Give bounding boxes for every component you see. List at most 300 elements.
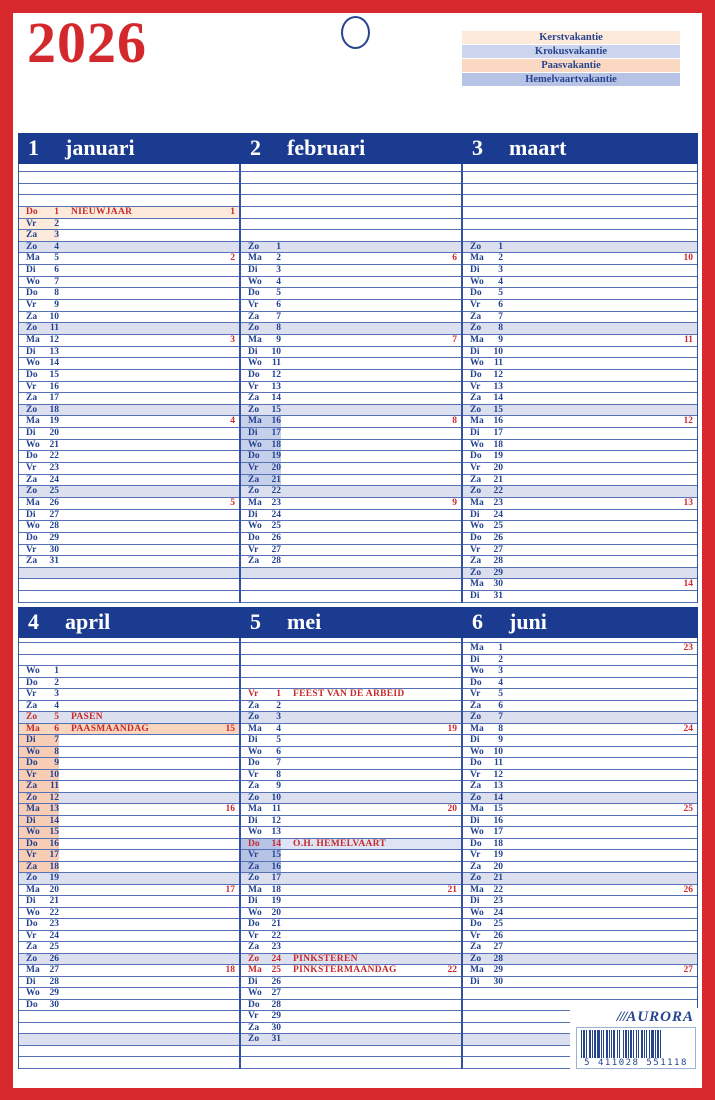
day-row [241,393,461,405]
day-number: 28 [271,999,281,1010]
day-abbrev: Zo [26,323,38,334]
week-number: 20 [447,804,457,814]
day-abbrev: Ma [248,965,262,975]
day-row [241,440,461,452]
day-number: 21 [49,439,59,450]
day-abbrev: Vr [248,769,259,780]
day-number: 2 [276,700,281,711]
month-column-januari [18,133,240,603]
brand-block [570,1008,700,1082]
day-abbrev: Vr [470,544,481,555]
week-number: 4 [230,416,235,427]
day-number: 10 [271,346,281,357]
month-number: 2 [250,135,261,160]
day-row [241,908,461,920]
day-row [241,253,461,265]
day-row [463,416,697,428]
day-number: 6 [54,723,59,734]
day-abbrev: Vr [470,850,481,860]
week-number: 22 [447,965,457,975]
day-abbrev: Di [248,815,258,826]
holiday-label: FEEST VAN DE ARBEID [293,689,405,699]
day-row [241,312,461,324]
day-abbrev: Wo [26,988,40,998]
day-row [19,498,239,510]
day-abbrev: Ma [26,884,40,895]
day-row [241,712,461,724]
day-row [463,568,697,580]
day-number: 23 [49,919,59,929]
day-abbrev: Zo [470,241,482,252]
day-number: 23 [271,942,281,952]
day-row [463,382,697,394]
day-number: 26 [49,953,59,964]
day-number: 18 [493,439,503,450]
day-abbrev: Ma [470,334,484,345]
day-number: 24 [49,474,59,485]
day-abbrev: Di [470,735,480,745]
day-abbrev: Ma [26,497,40,508]
week-number: 19 [447,723,457,734]
month-number: 4 [28,609,39,634]
day-abbrev: Za [470,556,482,567]
day-row [463,428,697,440]
day-number: 22 [49,907,59,918]
day-number: 9 [54,300,59,311]
barcode-bars [581,1030,691,1058]
day-row [241,747,461,759]
day-number: 10 [493,746,503,757]
day-abbrev: Do [248,919,260,929]
barcode [576,1027,696,1069]
day-abbrev: Ma [248,884,262,895]
day-abbrev: Vr [26,463,37,474]
day-row [463,919,697,931]
day-abbrev: Za [470,393,482,404]
day-row [19,242,239,254]
day-abbrev: Wo [26,827,40,837]
day-row [241,510,461,522]
day-abbrev: Zo [248,1034,260,1044]
week-number: 13 [683,497,693,508]
day-row [463,689,697,701]
day-number: 14 [493,393,503,404]
empty-row [19,1034,239,1046]
empty-row [241,655,461,667]
day-row [19,510,239,522]
day-abbrev: Do [26,999,38,1010]
day-row [241,521,461,533]
day-abbrev: Ma [248,416,262,427]
day-abbrev: Do [470,677,482,688]
day-abbrev: Vr [26,850,37,860]
day-number: 21 [271,474,281,485]
day-number: 6 [276,300,281,311]
day-row [463,579,697,591]
day-number: 1 [54,206,59,217]
day-number: 25 [493,521,503,532]
day-number: 12 [271,369,281,380]
day-row [463,475,697,487]
logo-text: AURORA [626,1009,694,1025]
day-number: 24 [493,509,503,520]
day-number: 10 [493,346,503,357]
day-abbrev: Do [470,532,482,543]
month-rows [462,164,698,603]
day-number: 30 [493,579,503,590]
day-row [463,885,697,897]
day-row [463,370,697,382]
day-row [463,850,697,862]
empty-row [19,643,239,655]
day-abbrev: Do [248,758,260,768]
day-number: 12 [493,769,503,780]
day-abbrev: Za [26,311,38,322]
day-number: 15 [271,404,281,415]
day-number: 20 [493,463,503,474]
month-rows [18,164,240,603]
day-abbrev: Ma [470,965,484,975]
day-number: 25 [271,521,281,532]
empty-row [241,579,461,591]
day-number: 11 [272,358,281,369]
day-row [241,451,461,463]
empty-row [241,207,461,219]
day-abbrev: Di [248,346,258,357]
day-row [241,277,461,289]
day-abbrev: Zo [248,953,260,964]
day-abbrev: Do [248,451,260,462]
day-number: 11 [50,323,59,334]
day-row [241,428,461,440]
day-abbrev: Di [26,509,36,520]
day-abbrev: Do [470,838,482,849]
day-number: 14 [49,815,59,826]
month-name: mei [287,609,322,634]
week-number: 6 [452,253,457,264]
day-abbrev: Do [248,999,260,1010]
day-row [241,839,461,851]
day-number: 30 [271,1022,281,1033]
day-row [241,862,461,874]
day-abbrev: Za [26,393,38,404]
day-row [19,393,239,405]
day-abbrev: Di [470,896,480,906]
day-row [19,873,239,885]
day-abbrev: Za [248,861,260,872]
day-abbrev: Vr [248,300,259,311]
day-abbrev: Di [470,428,480,439]
day-abbrev: Zo [248,486,260,497]
spacer-row [463,164,697,172]
day-number: 16 [271,416,281,427]
month-number: 3 [472,135,483,160]
day-abbrev: Di [26,896,36,906]
day-abbrev: Zo [26,241,38,252]
day-row [19,463,239,475]
day-row [19,724,239,736]
day-number: 1 [498,643,503,653]
day-abbrev: Vr [26,544,37,555]
empty-row [463,195,697,207]
day-number: 17 [493,428,503,439]
day-number: 21 [493,873,503,883]
day-number: 28 [49,976,59,987]
day-number: 30 [493,976,503,987]
week-number: 18 [225,965,235,975]
day-number: 16 [493,815,503,826]
day-row [463,747,697,759]
day-abbrev: Ma [470,884,484,895]
day-abbrev: Zo [26,792,38,803]
day-number: 22 [493,884,503,895]
day-row [463,666,697,678]
day-number: 4 [54,700,59,711]
day-abbrev: Za [26,230,38,241]
day-row [463,486,697,498]
empty-row [241,219,461,231]
day-row [19,793,239,805]
day-row [463,758,697,770]
day-row [463,591,697,603]
day-abbrev: Wo [248,276,262,287]
day-number: 3 [54,230,59,241]
day-number: 8 [54,288,59,299]
day-number: 6 [498,300,503,311]
day-row [19,931,239,943]
day-row [241,701,461,713]
empty-row [241,172,461,184]
day-number: 25 [271,965,281,975]
day-abbrev: Do [248,288,260,299]
day-abbrev: Vr [26,300,37,311]
day-row [463,873,697,885]
day-number: 1 [54,666,59,676]
month-header-februari [240,133,462,164]
day-row [241,1023,461,1035]
month-name: juni [509,609,547,634]
day-row [463,701,697,713]
day-row [463,347,697,359]
day-number: 11 [50,781,59,791]
day-number: 22 [271,930,281,941]
day-abbrev: Vr [248,930,259,941]
day-abbrev: Do [26,206,38,217]
day-abbrev: Za [248,311,260,322]
day-number: 31 [493,591,503,602]
day-number: 16 [49,381,59,392]
day-row [241,242,461,254]
day-row [19,977,239,989]
day-abbrev: Wo [248,439,262,450]
month-column-mei [240,607,462,1069]
day-number: 15 [49,369,59,380]
day-row [463,323,697,335]
day-number: 7 [276,758,281,768]
day-row [19,839,239,851]
day-abbrev: Di [26,265,36,276]
day-row [241,1034,461,1046]
day-row [19,850,239,862]
day-row [463,556,697,568]
day-row [19,277,239,289]
day-number: 17 [49,393,59,404]
day-number: 5 [498,288,503,299]
day-abbrev: Ma [470,643,484,653]
day-row [241,827,461,839]
day-abbrev: Vr [248,689,259,699]
day-number: 20 [49,428,59,439]
day-row [241,770,461,782]
day-abbrev: Vr [470,769,481,780]
day-abbrev: Do [26,919,38,929]
day-row [241,323,461,335]
day-abbrev: Ma [26,804,40,814]
day-abbrev: Do [470,919,482,929]
day-number: 2 [498,654,503,665]
day-number: 24 [493,907,503,918]
empty-row [19,195,239,207]
day-row [19,862,239,874]
day-row [463,393,697,405]
week-number: 23 [683,643,693,653]
day-number: 3 [54,689,59,699]
week-number: 14 [683,579,693,590]
day-number: 14 [271,838,281,849]
day-number: 26 [271,532,281,543]
day-abbrev: Vr [470,463,481,474]
day-row [241,556,461,568]
day-number: 11 [272,804,281,814]
day-row [463,839,697,851]
day-abbrev: Za [26,700,38,711]
day-number: 20 [271,463,281,474]
day-abbrev: Zo [248,792,260,803]
day-number: 30 [49,544,59,555]
day-number: 22 [271,486,281,497]
day-abbrev: Do [26,288,38,299]
day-row [463,735,697,747]
day-abbrev: Di [470,654,480,665]
day-number: 14 [271,393,281,404]
day-number: 12 [493,369,503,380]
month-number: 6 [472,609,483,634]
day-row [241,545,461,557]
day-row [463,770,697,782]
day-abbrev: Wo [470,907,484,918]
month-header-april [18,607,240,638]
day-abbrev: Wo [248,907,262,918]
day-abbrev: Vr [470,381,481,392]
day-number: 17 [271,428,281,439]
day-number: 19 [49,416,59,427]
day-number: 8 [276,323,281,334]
day-row [19,827,239,839]
month-rows [240,638,462,1069]
day-row [463,358,697,370]
day-number: 22 [493,486,503,497]
day-row [19,428,239,440]
day-number: 14 [49,358,59,369]
months-top-half [18,133,698,603]
day-number: 27 [493,942,503,952]
day-row [463,931,697,943]
day-abbrev: Vr [248,850,259,860]
day-number: 5 [54,253,59,264]
week-number: 2 [230,253,235,264]
day-abbrev: Di [26,976,36,987]
day-row [19,288,239,300]
day-abbrev: Zo [470,323,482,334]
day-abbrev: Vr [26,218,37,229]
week-number: 9 [452,497,457,508]
day-number: 20 [493,861,503,872]
day-number: 16 [49,838,59,849]
day-abbrev: Ma [26,334,40,345]
day-number: 4 [498,677,503,688]
day-number: 3 [276,265,281,276]
day-number: 6 [498,700,503,711]
day-row [241,758,461,770]
day-row [241,885,461,897]
day-number: 29 [271,1011,281,1021]
day-row [241,498,461,510]
day-row [19,908,239,920]
day-abbrev: Ma [470,804,484,814]
day-number: 26 [49,497,59,508]
empty-row [241,1046,461,1058]
day-row [19,475,239,487]
day-abbrev: Wo [26,276,40,287]
day-abbrev: Za [248,781,260,791]
holiday-label: NIEUWJAAR [71,206,133,217]
day-abbrev: Do [26,677,38,688]
day-number: 18 [271,884,281,895]
day-row [19,440,239,452]
empty-row [19,1011,239,1023]
week-number: 1 [230,206,235,217]
day-row [19,678,239,690]
day-row [463,440,697,452]
day-abbrev: Di [26,346,36,357]
day-number: 24 [271,953,281,964]
day-row [241,370,461,382]
day-number: 11 [494,758,503,768]
month-header-januari [18,133,240,164]
day-number: 21 [49,896,59,906]
day-number: 8 [498,323,503,334]
empty-row [241,195,461,207]
day-abbrev: Di [248,976,258,987]
day-abbrev: Wo [470,666,484,676]
day-abbrev: Ma [248,804,262,814]
day-number: 9 [276,781,281,791]
day-row [19,965,239,977]
spacer-row [19,164,239,172]
day-number: 21 [493,474,503,485]
day-row [463,965,697,977]
day-row [463,242,697,254]
year-label: 2026 [27,10,147,75]
day-number: 29 [49,988,59,998]
empty-row [241,230,461,242]
day-row [19,300,239,312]
day-row [463,781,697,793]
day-row [19,207,239,219]
day-number: 21 [271,919,281,929]
day-row [19,954,239,966]
day-abbrev: Za [248,700,260,711]
